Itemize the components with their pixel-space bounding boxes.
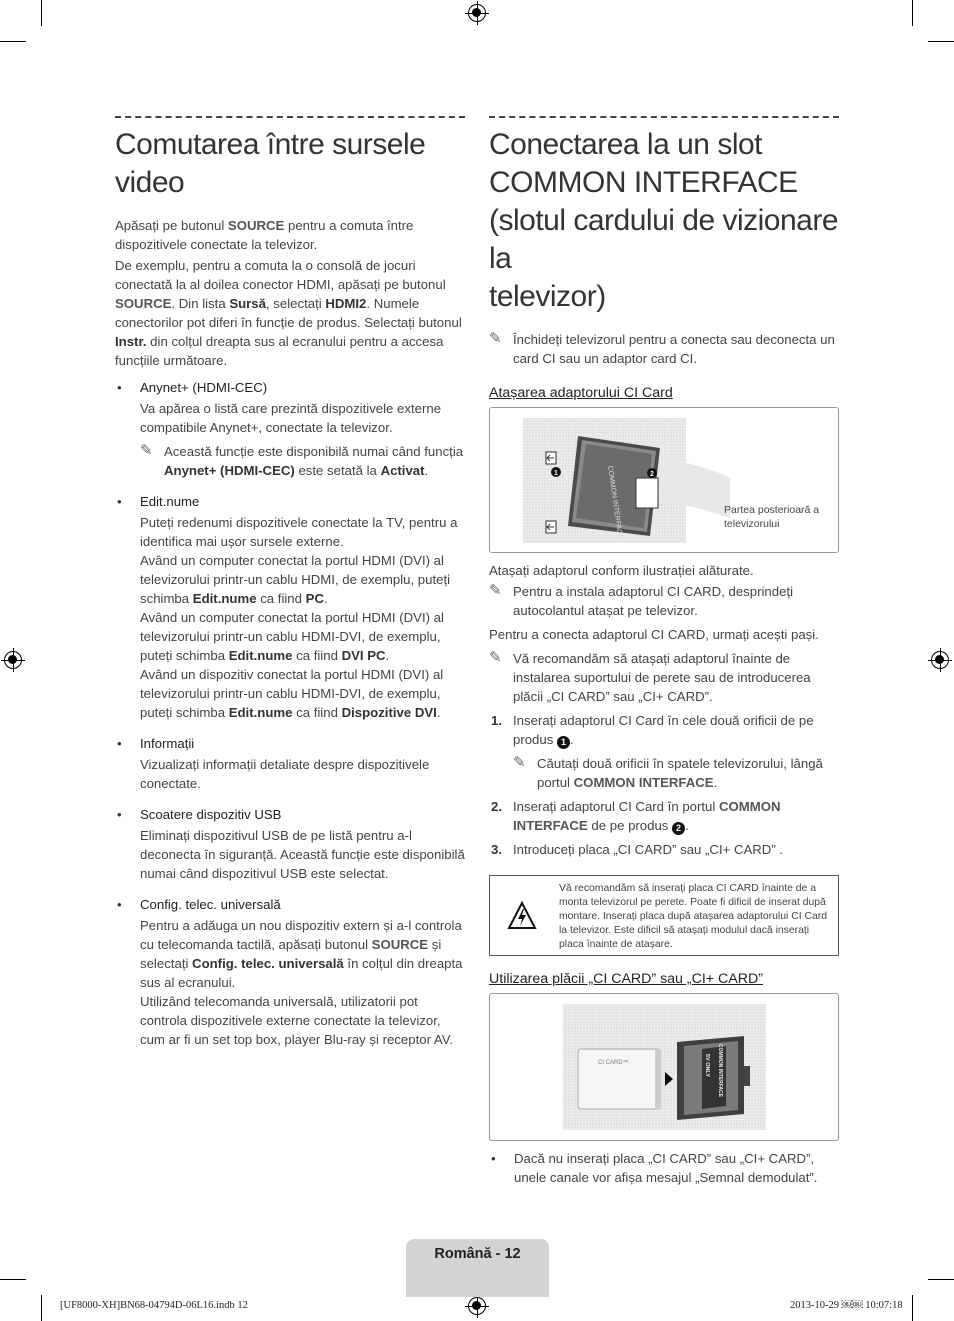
text-run: . Din lista: [171, 296, 230, 311]
svg-text:COMMON INTERFACE: COMMON INTERFACE: [717, 1044, 723, 1098]
text-run: Vă recomandăm să atașați adaptorul înainte de instalarea suportului de perete sau de introducerea plăcii „CI CARD” sau „CI+ CARD”.: [513, 651, 811, 704]
text-run: ca fiind: [292, 705, 342, 720]
ci-card-illustration: [490, 994, 838, 1140]
emphasis-text: Edit.nume: [228, 648, 293, 663]
step-item: [489, 797, 839, 835]
left-column: [115, 116, 465, 1061]
text-run: Eliminați dispozitivul USB de pe listă pentru a-l deconecta în siguranță. Această funcție este disponibilă numai când dispozitivul USB este selectat.: [140, 828, 465, 881]
text-run: Vizualizați informații detaliate despre dispozitivele conectate.: [140, 757, 430, 791]
text-run: Căutați două orificii în spatele televizorului, lângă portul: [537, 756, 823, 790]
figure-ci-card: [489, 993, 839, 1141]
item-paragraph: [140, 916, 465, 992]
list-item: [115, 378, 465, 480]
crop-mark: [912, 0, 913, 26]
title-line: COMMON INTERFACE: [489, 166, 798, 199]
svg-text:CI CARD™: CI CARD™: [598, 1060, 629, 1066]
text-run: , selectați: [265, 296, 326, 311]
emphasis-text: Edit.nume: [228, 705, 293, 720]
emphasis-text: SOURCE: [371, 937, 429, 952]
item-paragraph: [140, 608, 465, 665]
text-run: și selectați: [140, 937, 442, 971]
text-run: Pentru a adăuga un nou dispozitiv extern și a-l controla cu telecomanda tactilă, apăsați butonul: [140, 918, 462, 952]
emphasis-text: Instr.: [115, 334, 147, 349]
registration-mark-icon: [4, 651, 22, 669]
text-run: .: [436, 705, 441, 720]
install-note: [489, 582, 839, 620]
emphasis-text: HDMI2: [325, 296, 367, 311]
subheading-use: Utilizarea plăcii „CI CARD” sau „CI+ CARD”: [489, 971, 763, 987]
crop-mark: [41, 0, 42, 26]
item-paragraph: [140, 513, 465, 551]
figure-caption: Partea posterioară a televizorului: [724, 504, 820, 530]
recommend-note: [489, 649, 839, 706]
svg-text:5V ONLY: 5V ONLY: [704, 1054, 710, 1078]
title-line: Conectarea la un slot: [489, 128, 763, 161]
item-note: [140, 442, 465, 480]
item-title: • Edit.nume: [140, 494, 200, 509]
attach-text: [489, 561, 839, 580]
figure-ci-adapter: [489, 407, 839, 553]
callout-number-icon: 2: [672, 822, 685, 835]
text-run: Pentru a instala adaptorul CI CARD, desprindeți autocolantul atașat pe televizor.: [513, 584, 794, 618]
top-note: [489, 330, 839, 368]
step-number: 3.: [491, 842, 502, 857]
text-run: .: [424, 463, 429, 478]
text-run: în colțul din dreapta sus al ecranului.: [140, 956, 463, 990]
step-text: [513, 797, 839, 835]
intro-paragraph: [115, 216, 465, 254]
emphasis-text: Anynet+ (HDMI-CEC): [164, 463, 295, 478]
text-run: Atașați adaptorul conform ilustrației alăturate.: [489, 563, 754, 578]
text-run: Această funcție este disponibilă numai când funcția: [164, 444, 464, 459]
text-run: Dacă nu inserați placa „CI CARD” sau „CI+ CARD”, unele canale vor afișa mesajul „Semnal demodulat”.: [514, 1151, 818, 1185]
text-run: Închideți televizorul pentru a conecta sau deconecta un card CI sau un adaptor card CI.: [513, 332, 835, 366]
emphasis-text: Sursă: [229, 296, 266, 311]
emphasis-text: COMMON INTERFACE: [573, 775, 714, 790]
list-item: [115, 895, 465, 1049]
svg-text:COMMON INTERFACE: COMMON INTERFACE: [606, 465, 624, 540]
text-run: De exemplu, pentru a comuta la o consolă de jocuri conectată la al doilea conector HDMI, apăsați pe butonul: [115, 258, 446, 292]
warning-icon: [507, 901, 537, 931]
text-run: Având un dispozitiv conectat la portul HDMI (DVI) al televizorului printr-un cablu HDMI-DVI, de exemplu, puteți schimba: [140, 667, 444, 720]
callout-number-icon: 1: [557, 736, 570, 749]
list-item: [115, 492, 465, 722]
item-title: • Informații: [140, 736, 195, 751]
svg-text:2: 2: [650, 471, 654, 478]
crop-mark: [912, 1295, 913, 1321]
crop-mark: [41, 1295, 42, 1321]
step-item: [489, 711, 839, 792]
print-slug-left: [UF8000-XH]BN68-04794D-06L16.indb 12: [60, 1300, 248, 1311]
item-title: • Scoatere dispozitiv USB: [140, 807, 282, 822]
bullet-text: [514, 1151, 817, 1185]
text-run: Va apărea o listă care prezintă dispozitivele externe compatibile Anynet+, conectate la televizor.: [140, 401, 442, 435]
text-run: .: [685, 818, 689, 833]
crop-mark: [928, 1279, 954, 1280]
text-run: Având un computer conectat la portul HDMI (DVI) al televizorului printr-un cablu HDMI-DVI, de exemplu, puteți schimba: [140, 610, 444, 663]
connect-steps-intro: [489, 625, 839, 644]
options-list: [115, 378, 465, 1049]
list-item: [115, 734, 465, 793]
registration-mark-icon: [931, 651, 949, 669]
emphasis-text: Edit.nume: [192, 591, 257, 606]
registration-mark-icon: [468, 4, 486, 22]
emphasis-text: Activat: [380, 463, 425, 478]
page-number-tab: [406, 1239, 549, 1297]
text-run: din colțul dreapta sus al ecranului pentru a accesa funcțiile următoare.: [115, 334, 444, 368]
item-title: • Config. telec. universală: [140, 897, 281, 912]
emphasis-text: Dispozitive DVI: [341, 705, 437, 720]
emphasis-text: DVI PC: [341, 648, 386, 663]
text-run: Inserați adaptorul CI Card în portul: [513, 799, 719, 814]
text-run: . Numele conectorilor pot diferi în funcție de produs. Selectați butonul: [115, 296, 462, 330]
list-item: [115, 805, 465, 883]
step-note: [513, 754, 839, 792]
emphasis-text: COMMON INTERFACE: [513, 799, 781, 833]
text-run: este setată la: [294, 463, 381, 478]
item-paragraph: [140, 826, 465, 883]
text-run: ca fiind: [256, 591, 306, 606]
page-number: Română - 12: [434, 1246, 521, 1262]
final-bullet: [489, 1149, 839, 1187]
svg-text:1: 1: [554, 470, 558, 477]
steps-list: [489, 711, 839, 859]
step-number: 1.: [491, 713, 502, 728]
step-item: [489, 840, 839, 859]
right-title: [489, 126, 839, 316]
title-line: televizor): [489, 280, 606, 313]
text-run: Având un computer conectat la portul HDMI (DVI) al televizorului printr-un cablu HDMI, de exemplu, puteți schimba: [140, 553, 451, 606]
crop-mark: [928, 41, 954, 42]
text-run: Utilizând telecomanda universală, utilizatorii pot controla dispozitivele externe conectate la televizor, cum ar fi un set top box, player Blu-ray și receptor AV.: [140, 994, 453, 1047]
text-run: Inserați adaptorul CI Card în cele două orificii de pe produs: [513, 713, 814, 747]
text-run: .: [385, 648, 390, 663]
step-text: [513, 840, 839, 859]
text-run: Puteți redenumi dispozitivele conectate la TV, pentru a identifica mai ușor sursele externe.: [140, 515, 458, 549]
item-paragraph: [140, 992, 465, 1049]
emphasis-text: PC: [305, 591, 324, 606]
emphasis-text: SOURCE: [227, 218, 285, 233]
intro-paragraph-2: [115, 256, 465, 370]
step-number: 2.: [491, 799, 502, 814]
section-rule: [489, 116, 839, 118]
left-title: Comutarea între sursele video: [115, 128, 426, 199]
list-item: [489, 1149, 839, 1187]
text-run: .: [570, 732, 574, 747]
item-title: • Anynet+ (HDMI-CEC): [140, 380, 268, 395]
emphasis-text: SOURCE: [115, 296, 172, 311]
step-text: [513, 711, 839, 749]
right-column: [489, 116, 839, 1193]
item-paragraph: [140, 551, 465, 608]
item-paragraph: [140, 399, 465, 437]
text-run: de pe produs: [587, 818, 673, 833]
item-paragraph: [140, 665, 465, 722]
text-run: Apăsați pe butonul: [115, 218, 228, 233]
emphasis-text: Config. telec. universală: [192, 956, 344, 971]
warning-box: [489, 875, 839, 956]
print-slug-right: 2013-10-29 ￼￼ 10:07:18: [790, 1300, 903, 1311]
text-run: Pentru a conecta adaptorul CI CARD, urmați acești pași.: [489, 627, 819, 642]
text-run: pentru a comuta între dispozitivele conectate la televizor.: [115, 218, 414, 252]
crop-mark: [0, 1279, 26, 1280]
title-line: (slotul cardului de vizionare la: [489, 204, 839, 275]
registration-mark-icon: [468, 1297, 486, 1315]
item-paragraph: [140, 755, 465, 793]
warning-text: Vă recomandăm să inserați placa CI CARD înainte de a monta televizorul pe perete. Poate fi dificil de inserat după montare. Inserați placa după atașarea adaptorului CI Card la televizor. Este dificil să atașați modulul dacă inserați placa înainte de atașare.: [559, 883, 828, 950]
text-run: .: [323, 591, 328, 606]
text-run: ca fiind: [292, 648, 342, 663]
section-rule: [115, 116, 465, 118]
text-run: .: [713, 775, 718, 790]
crop-mark: [0, 41, 26, 42]
text-run: Introduceți placa „CI CARD” sau „CI+ CARD” .: [513, 842, 784, 857]
subheading-attach: Atașarea adaptorului CI Card: [489, 385, 673, 401]
